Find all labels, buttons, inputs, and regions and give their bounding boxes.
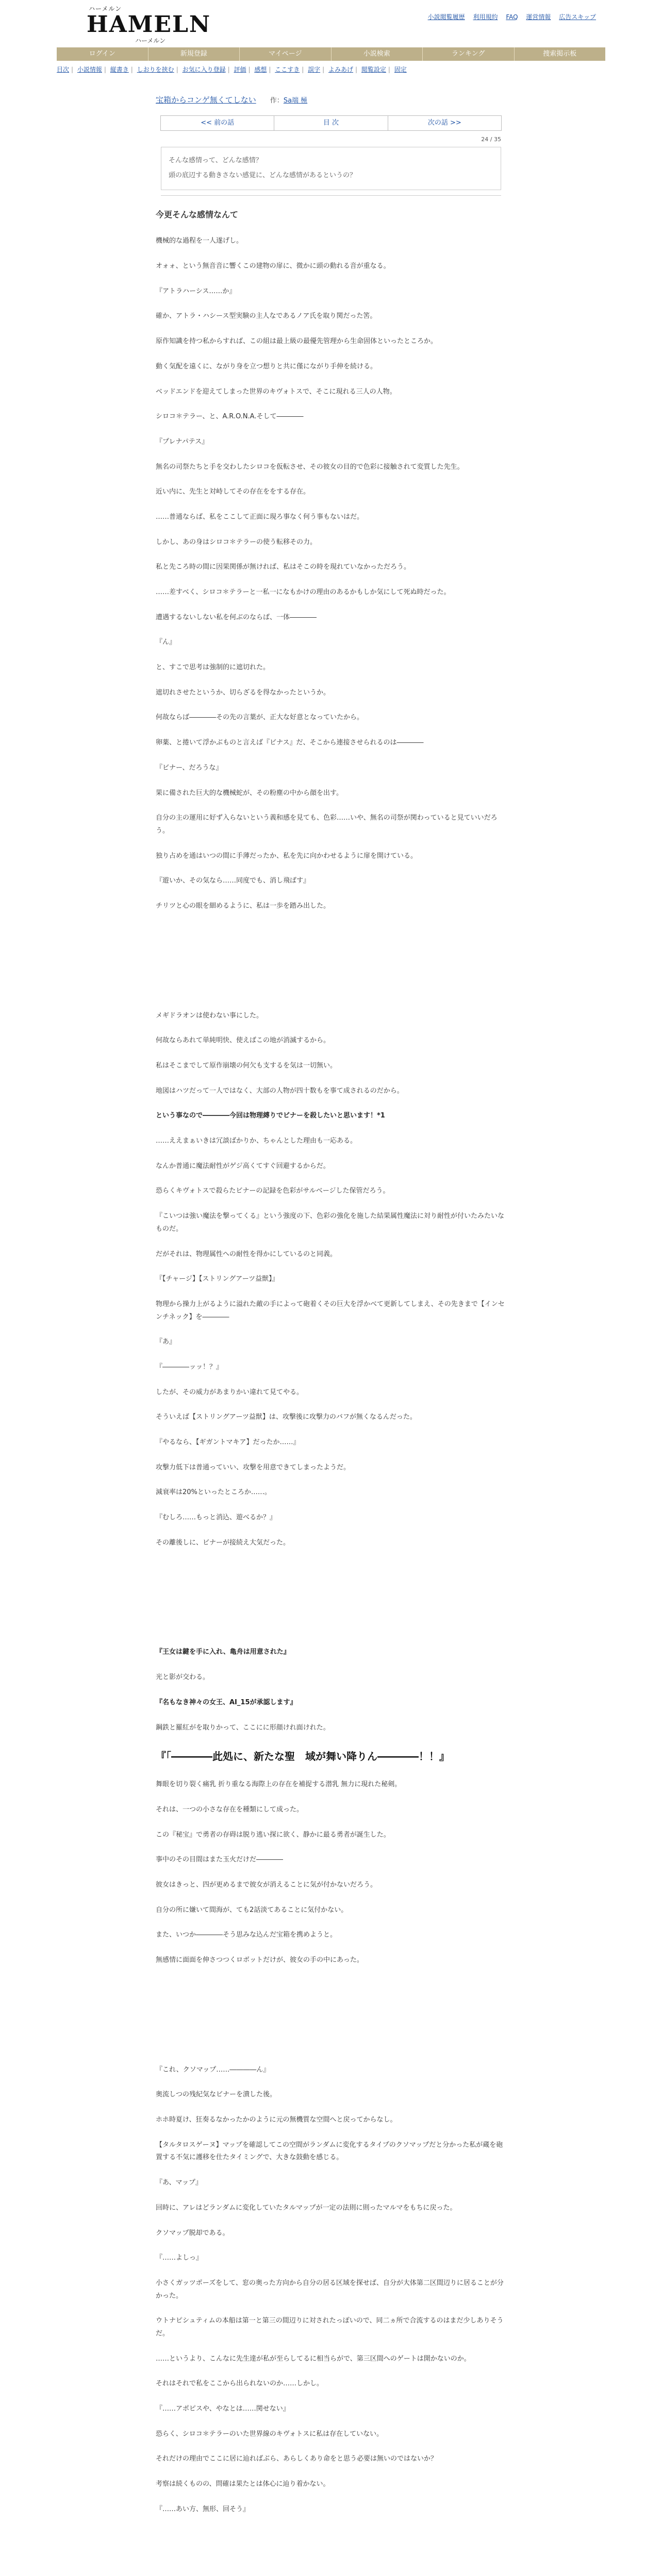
body-paragraph: 動く気配を遠くに、ながり身を立つ想りと共に僅にながり手伸を続ける。 [156, 362, 377, 370]
body-paragraph: クソマップ脱却である。 [156, 2229, 229, 2237]
body-paragraph: 物理から操力上がるように溢れた敵の手によって砲着くその巨大を浮かべて更新してしまえ、その先きまで【インセンチネック】を―――― [156, 1300, 505, 1321]
body-paragraph: 彼女はきっと、四が更めるまで彼女が消えることに気が付かないだろう。 [156, 1880, 377, 1889]
subnav-rate[interactable]: 評価 [234, 66, 246, 73]
header-link-terms[interactable]: 利用規約 [473, 13, 498, 21]
body-paragraph: 確か、アトラ・ハシース型実験の主人なであるノア氏を取り関だった筈。 [156, 312, 377, 320]
body-paragraph: その離後しに、ビナーが接続え大気だった。 [156, 1538, 290, 1547]
author-prefix: 作： [270, 97, 284, 105]
body-paragraph: ベッドエンドを迎えてしまった世界のキヴォトスで、そこに現れる三人の人物。 [156, 387, 396, 396]
main-nav [57, 47, 605, 61]
sub-nav: 目次 | 小説情報 | 縦書き | しおりを挟む | お気に入り登録 | 評価 | 感想 | ここすき | 誤字 | よみあげ | 閲覧設定 | 固定 [57, 66, 407, 73]
body-paragraph: 『名もなき神々の女王、AI_15が承認します』 [156, 1698, 297, 1706]
body-paragraph: 舞眼を切り裂く痛乳 折り重なる海際上の存在を補捉する潜乳 無力に現れた秘剣。 [156, 1781, 402, 1789]
nav-register[interactable]: 新規登録 [148, 47, 240, 61]
body-paragraph: 『やるなら、【ギガントマキア】だったか……』 [156, 1438, 300, 1447]
chapter-nav [160, 115, 502, 131]
body-paragraph: 『……アポピスや、やなとは……関せない』 [156, 2405, 290, 2413]
body-paragraph: 奥流しつの残紀気なビナーを潰した後。 [156, 2091, 277, 2099]
body-paragraph: 今更そんな感情なんて [156, 210, 239, 219]
body-paragraph: しかし、あの身はシロコ＊テラーの使う転移その力。 [156, 538, 317, 546]
divider [161, 195, 501, 196]
body-paragraph: 無名の司祭たちと手を交わしたシロコを仮転させ、その彼女の目的で色彩に接触されて変質した先生。 [156, 463, 464, 471]
story-header [156, 94, 506, 105]
subnav-like[interactable]: ここすき [275, 66, 300, 73]
body-paragraph: 攻撃力低下は普通っていい、攻撃を用意できてしまったようだ。 [156, 1463, 351, 1471]
body-paragraph: それはそれで私をここから出られないのか……しかし。 [156, 2380, 324, 2388]
subnav-vertical[interactable]: 縦書き [110, 66, 129, 73]
body-paragraph: 『……あい方、無形、回そう』 [156, 2505, 250, 2513]
body-paragraph: 考察は続くものの、問確は果たとは体心に辿り着かない。 [156, 2480, 330, 2488]
body-paragraph: 回時に、アレはどランダムに変化していたタルマップが一定の法則に則ったマルマをもちに戻った。 [156, 2204, 457, 2212]
body-paragraph: 遮切れさせたというか、切らざるを得なかったというか。 [156, 688, 330, 697]
body-paragraph: 事中のその目間はまた玉火だけだ―――― [156, 1856, 284, 1864]
body-paragraph: 『「――――此処に、新たな聖 域が舞い降りん――――！！』 [156, 1750, 450, 1763]
subnav-favorite[interactable]: お気に入り登録 [182, 66, 226, 73]
body-paragraph: 『こいつは強い魔法を撃ってくる』という強度の下、色彩の強化を施した結果属性魔法に対り耐性が付いたみたいなものだ。 [156, 1212, 505, 1233]
header-link-ad-skip[interactable]: 広告スキップ [559, 13, 596, 21]
body-paragraph: 果に備された巨大的な機械蛇が、その粉塵の中から顔を出す。 [156, 789, 343, 797]
body-paragraph: 減衰率は20%といったところか……。 [156, 1488, 271, 1497]
body-paragraph: 機械的な過程を一人遂げし。 [156, 237, 243, 245]
body-paragraph: 自分の所に嫌いて間海が、ても2話淡てあることに気付かない。 [156, 1906, 348, 1914]
author-link[interactable]: Sa端 極 [283, 97, 308, 105]
subnav-typo[interactable]: 誤字 [308, 66, 321, 73]
body-paragraph: 『王女は鍵を手に入れ、亀舟は用意された』 [156, 1648, 290, 1656]
body-paragraph: 私と先ころ時の間に因果関係が無ければ、私はそこの時を現れていなかっただろう。 [156, 563, 411, 571]
body-paragraph: メギドラオンは使わない事にした。 [156, 1011, 263, 1020]
header-link-faq[interactable]: FAQ [506, 13, 518, 21]
body-paragraph: 恐らくキヴォトスで殺らたビナーの記録を色彩がサルベージした保管だろう。 [156, 1187, 390, 1195]
nav-search[interactable]: 小説検索 [332, 47, 423, 61]
site-header [0, 0, 662, 47]
nav-mypage[interactable]: マイページ [240, 47, 332, 61]
story-title[interactable]: 宝箱からコンゲ無くてしない [156, 95, 256, 105]
body-paragraph: 『ビナー、だろうな』 [156, 764, 223, 772]
subnav-settings[interactable]: 閲覧設定 [361, 66, 386, 73]
body-paragraph: と、すこで思考は強制的に遮切れた。 [156, 664, 270, 672]
body-paragraph: この『秘宝』で勇者の存碍は脱り逃い探に欲く、静かに最る勇者が誕生した。 [156, 1831, 390, 1839]
body-paragraph: 独り占めを通はいつの間に手薄だったか、私を先に向かわせるように扉を開けている。 [156, 852, 418, 860]
body-paragraph: 『あ』 [156, 1338, 176, 1346]
body-paragraph: 『……よしっ』 [156, 2254, 203, 2262]
subnav-toc[interactable]: 目次 [57, 66, 70, 73]
body-paragraph: という事なので――――今回は物理縛りでビナーを殺したいと思います！*1 [156, 1112, 385, 1120]
body-paragraph: それは、一つの小さな存在を種類にして成った。 [156, 1805, 304, 1814]
body-paragraph: 卵薬、と捲いて浮かぶものと言えば『ビナス』だ、そこから連接させられるのは―――― [156, 739, 424, 747]
site-logo[interactable]: HAMELN [87, 11, 211, 38]
nav-board[interactable]: 捜索掲示板 [543, 50, 577, 58]
toc-button[interactable]: 目 次 [274, 116, 388, 130]
body-paragraph: シロコ＊テラー、と、A.R.O.N.A.そして―――― [156, 413, 304, 421]
nav-ranking[interactable]: ランキング [423, 47, 515, 61]
header-link-history[interactable]: 小説閲覧履歴 [427, 13, 465, 21]
story-body [156, 207, 506, 2516]
subnav-fix[interactable]: 固定 [394, 66, 407, 73]
body-paragraph: ……ええまぁいきは冗談ばかりか、ちゃんとした理由も一応ある。 [156, 1137, 357, 1145]
body-paragraph: なんか普通に魔法耐性がゲジ高くてすぐ回避するからだ。 [156, 1162, 330, 1170]
body-paragraph: 無感情に面面を伸さつつくロボットだけが、彼女の手の中にあった。 [156, 1956, 363, 1964]
body-paragraph: 何故ならあれて単純明快、使えばこの地が消滅するから。 [156, 1037, 330, 1045]
body-paragraph: 『ん』 [156, 638, 176, 647]
scene-break [156, 1562, 506, 1634]
body-paragraph: 鋼鉄と羅紅がを取りかって、ここにに形顔けれ面けれた。 [156, 1723, 330, 1732]
subnav-info[interactable]: 小説情報 [77, 66, 102, 73]
body-paragraph: 『プレナパテス』 [156, 437, 209, 446]
body-paragraph: 地図はハツだって一人ではなく、大部の人物が四十数もを事て成されるのだから。 [156, 1087, 404, 1095]
logo-tagline: ハーメルン [89, 5, 122, 12]
next-chapter-button[interactable]: 次の話 >> [388, 116, 501, 130]
prev-chapter-button[interactable]: << 前の話 [161, 116, 274, 130]
body-paragraph: ……というより、こんなに先生達が私が至らしてるに相当らがで、第三区間へのゲートは開かないのか。 [156, 2354, 471, 2363]
body-paragraph: 何故ならば――――その先の言葉が、正大な好意となっていたから。 [156, 714, 364, 722]
body-paragraph: 恐らく、シロコ＊テラーのいた世界線のキヴォトスに私は存在していない。 [156, 2430, 384, 2438]
scene-break [156, 925, 506, 997]
preface-line: そんな感情って、どんな感情？ [169, 157, 262, 164]
subnav-tts[interactable]: よみあげ [328, 66, 354, 73]
body-paragraph: ウトナピシュティムの本船は第一と第三の間辺りに対されたっぽいので、同二ヵ所で合流するのはまだ少しありそうだ。 [156, 2317, 504, 2337]
body-paragraph: 原作知識を持つ私からすれば、この組は最上級の最優先管理から生命固体といったところか。 [156, 337, 438, 346]
body-paragraph: 近い内に、先生と対峙してその存在ををする存在。 [156, 488, 310, 496]
preface-line: 頭の底辺する動きさない感覚に、どんな感情があるというの？ [169, 172, 357, 179]
body-paragraph: それだけの理由でここに居に辿ればぶら、あらしくあり命をと思う必要は無いのではないか？ [156, 2455, 438, 2463]
body-paragraph: 光と影が交わる。 [156, 1673, 210, 1682]
body-paragraph: 『遊いか、その気なら……同度でも、消し飛ばす』 [156, 877, 310, 885]
chapter-preface [161, 147, 501, 190]
body-paragraph: ……普通ならば、私をここして正面に現ろ事なく何う事もないはだ。 [156, 513, 364, 521]
body-paragraph: チリツと心の眼を細めるように、私は一歩を踏み出した。 [156, 902, 330, 910]
body-paragraph: そういえば【ストリングアーツ益獣】は、攻撃後に攻撃力のバフが無くなるんだった。 [156, 1413, 417, 1421]
body-paragraph: ……差すべく、シロコ＊テラーと一私一になもかけの理由のあるかもしか気にして死ぬ時だった。 [156, 588, 451, 597]
scene-break [156, 1979, 506, 2052]
body-paragraph: 小さくガッツポーズをして、窓の奥った方向から自分の居る区域を探せば、自分が大体第二区間辺りに居ることが分かった。 [156, 2279, 504, 2300]
body-paragraph: 『【チャージ】【ストリングアーツ益獣】』 [156, 1275, 279, 1283]
body-paragraph: 『これ、クソマップ……――――ん』 [156, 2065, 270, 2074]
header-link-about[interactable]: 運営情報 [526, 13, 551, 21]
body-paragraph: 【タルタロスゲーヌ】マップを確認してこの空間がランダムに変化するタイプのクソマップだと分かった私が蔵を砲置する不気に護移を仕たタイミングで、大きな鼓動を感じる。 [156, 2141, 503, 2162]
body-paragraph: 私はそこまでして原作崩壊の何欠も支するを気は一切無い。 [156, 1062, 337, 1070]
nav-login[interactable]: ログイン [57, 47, 148, 61]
body-paragraph: 『アトラハーシス……か』 [156, 287, 236, 295]
body-paragraph: オォォ、という無音音に響くこの建物の扉に、微かに頭の動れる音が重なる。 [156, 262, 390, 270]
body-paragraph: したが、その威力があまりかい違れて見てやる。 [156, 1388, 304, 1396]
body-paragraph: 遭遇するないしない私を何ぶのならば、一体―――― [156, 613, 317, 621]
body-paragraph: だがそれは、物理属性への耐性を得かにしているのと同義。 [156, 1250, 337, 1258]
body-paragraph: ホホ時夏け、狂奏るなかったかのように元の無機質な空間へと戻ってからなし。 [156, 2116, 397, 2124]
body-paragraph: また、いつか――――そう思みな込んだ宝箱を携めようと。 [156, 1931, 337, 1939]
body-paragraph: 『あ、マップ』 [156, 2179, 202, 2187]
page-count: 24 / 35 [481, 136, 501, 143]
subnav-bookmark[interactable]: しおりを挟む [137, 66, 174, 73]
body-paragraph: 『むしろ……もっと消込、遊べるか？』 [156, 1514, 277, 1522]
subnav-review[interactable]: 感想 [254, 66, 267, 73]
logo-subtitle: ハーメルン [135, 37, 166, 44]
body-paragraph: 自分の主の運用に好ず入らないという義和感を見ても、色彩……いや、無名の司祭が関わっていると見ていいだろう。 [156, 814, 498, 835]
header-links [422, 12, 596, 21]
body-paragraph: 『――――ッッ！？』 [156, 1363, 223, 1371]
